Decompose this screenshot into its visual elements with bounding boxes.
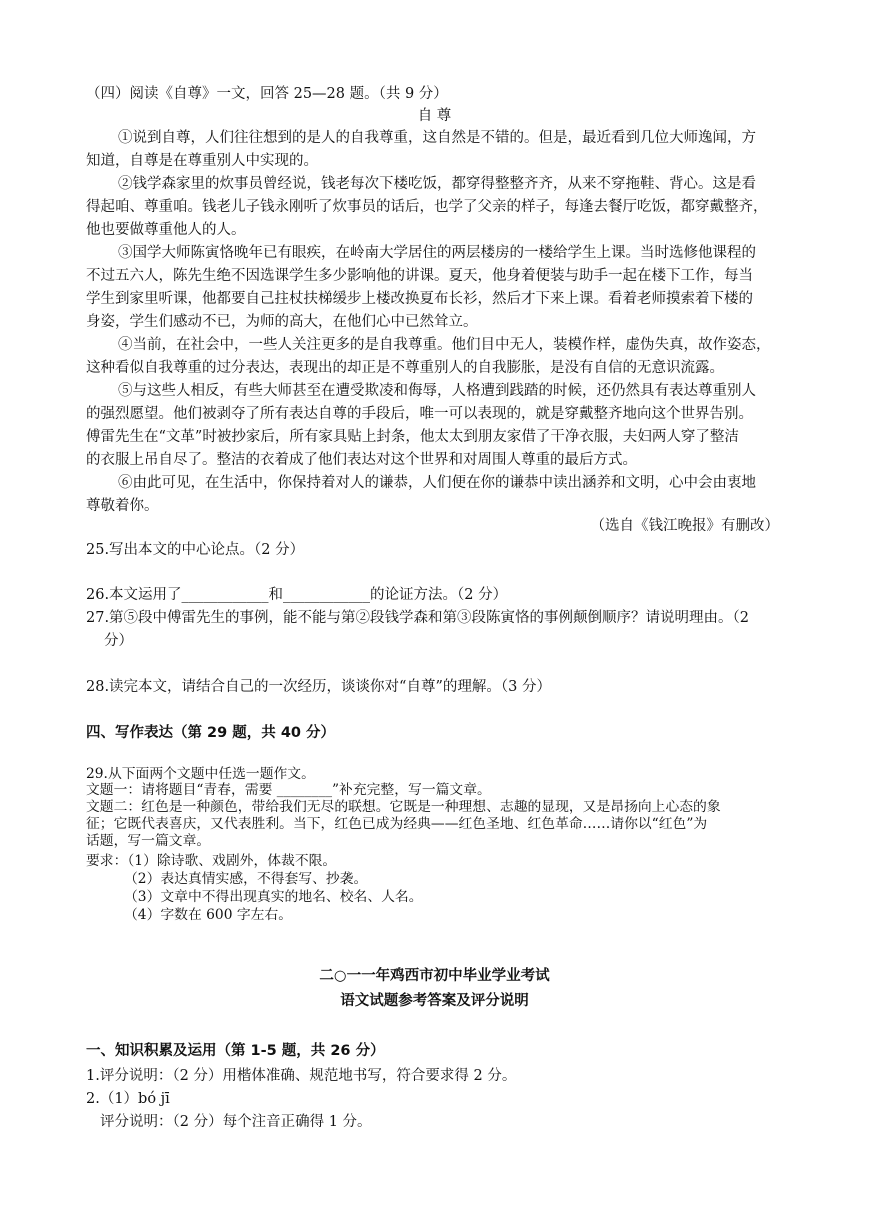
article-line: 他也要做尊重他人的人。 bbox=[86, 222, 246, 238]
article-line: 的衣服上吊自尽了。整洁的衣着成了他们表达对这个世界和对周围人尊重的最后方式。 bbox=[86, 452, 637, 468]
question-26: 26.本文运用了____________和____________的论证方法。（2 分） bbox=[86, 587, 508, 603]
article-line: 知道，自尊是在尊重别人中实现的。 bbox=[86, 153, 318, 169]
writing-topic-2-line: 征；它既代表喜庆，又代表胜利。当下，红色已成为经典——红色圣地、红色革命……请你以“红色”为 bbox=[86, 816, 708, 832]
article-line: ②钱学森家里的炊事员曾经说，钱老每次下楼吃饭，都穿得整整齐齐，从来不穿拖鞋、背心。这是看 bbox=[118, 176, 756, 192]
writing-requirement: 要求：（1）除诗歌、戏剧外，体裁不限。 bbox=[86, 853, 337, 869]
reading-section-header: （四）阅读《自尊》一文，回答 25—28 题。（共 9 分） bbox=[86, 86, 448, 102]
answer-1: 1.评分说明：（2 分）用楷体准确、规范地书写，符合要求得 2 分。 bbox=[86, 1068, 517, 1084]
writing-topic-2-line: 话题，写一篇文章。 bbox=[86, 833, 211, 849]
answer-2: 2.（1）bó jī bbox=[86, 1091, 170, 1107]
article-line: 身姿，学生们感动不已，为师的高大，在他们心中已然耸立。 bbox=[86, 314, 478, 330]
answer-2-note: 评分说明：（2 分）每个注音正确得 1 分。 bbox=[100, 1114, 372, 1130]
article-line: 这种看似自我尊重的过分表达，表现出的却正是不尊重别人的自我膨胀，是没有自信的无意识流露。 bbox=[86, 360, 724, 376]
answer-key-title: 二○一一年鸡西市初中毕业学业考试 bbox=[319, 968, 550, 984]
question-25: 25.写出本文的中心论点。（2 分） bbox=[86, 542, 305, 558]
writing-topic-1: 文题一：请将题目“青春，需要 ________”补充完整，写一篇文章。 bbox=[86, 782, 491, 798]
article-line: 的强烈愿望。他们被剥夺了所有表达自尊的手段后，唯一可以表现的，就是穿戴整齐地向这个世界告别。 bbox=[86, 406, 753, 422]
answer-key-subtitle: 语文试题参考答案及评分说明 bbox=[340, 993, 529, 1009]
answer-section-header: 一、知识积累及运用（第 1-5 题，共 26 分） bbox=[86, 1043, 385, 1059]
article-line: 不过五六人，陈先生绝不因选课学生多少影响他的讲课。夏天，他身着便装与助手一起在楼下工作，每当 bbox=[86, 268, 753, 284]
writing-requirement: （3）文章中不得出现真实的地名、校名、人名。 bbox=[124, 889, 423, 905]
writing-section-header: 四、写作表达（第 29 题，共 40 分） bbox=[86, 725, 336, 741]
article-line: ④当前，在社会中，一些人关注更多的是自我尊重。他们目中无人，装模作样，虚伪失真，故作姿态， bbox=[118, 337, 771, 353]
writing-topic-2-line: 文题二：红色是一种颜色，带给我们无尽的联想。它既是一种理想、志趣的显现，又是昂扬向上心态的象 bbox=[86, 799, 721, 815]
article-line: ⑥由此可见，在生活中，你保持着对人的谦恭，人们便在你的谦恭中读出涵养和文明，心中会由衷地 bbox=[118, 475, 756, 491]
article-line: 傅雷先生在“文革”时被抄家后，所有家具贴上封条，他太太到朋友家借了干净衣服，夫妇两人穿了整洁 bbox=[86, 429, 739, 445]
article-line: ①说到自尊，人们往往想到的是人的自我尊重，这自然是不错的。但是，最近看到几位大师逸闻，方 bbox=[118, 130, 756, 146]
writing-requirement: （4）字数在 600 字左右。 bbox=[124, 907, 293, 923]
article-line: ⑤与这些人相反，有些大师甚至在遭受欺凌和侮辱，人格遭到践踏的时候，还仍然具有表达尊重别人 bbox=[118, 383, 756, 399]
article-line: 学生到家里听课，他都要自己拄杖扶梯缓步上楼改换夏布长衫，然后才下来上课。看着老师摸索着下楼的 bbox=[86, 291, 753, 307]
question-27-continued: 分） bbox=[104, 633, 133, 649]
question-28: 28.读完本文，请结合自己的一次经历，谈谈你对“自尊”的理解。（3 分） bbox=[86, 679, 551, 695]
article-line: 尊敬着你。 bbox=[86, 498, 159, 514]
article-line: 得起咱、尊重咱。钱老儿子钱永刚听了炊事员的话后，也学了父亲的样子，每逢去餐厅吃饭，都穿戴整齐， bbox=[86, 199, 768, 215]
article-source: （选自《钱江晚报》有删改） bbox=[590, 518, 779, 534]
writing-requirement: （2）表达真情实感，不得套写、抄袭。 bbox=[124, 871, 368, 887]
article-title: 自 尊 bbox=[417, 108, 452, 124]
article-line: ③国学大师陈寅恪晚年已有眼疾，在岭南大学居住的两层楼房的一楼给学生上课。当时选修他课程的 bbox=[118, 245, 756, 261]
question-29: 29.从下面两个文题中任选一题作文。 bbox=[86, 766, 315, 782]
question-27: 27.第⑤段中傅雷先生的事例，能不能与第②段钱学森和第③段陈寅恪的事例颠倒顺序？请说明理由。（2 bbox=[86, 610, 750, 626]
